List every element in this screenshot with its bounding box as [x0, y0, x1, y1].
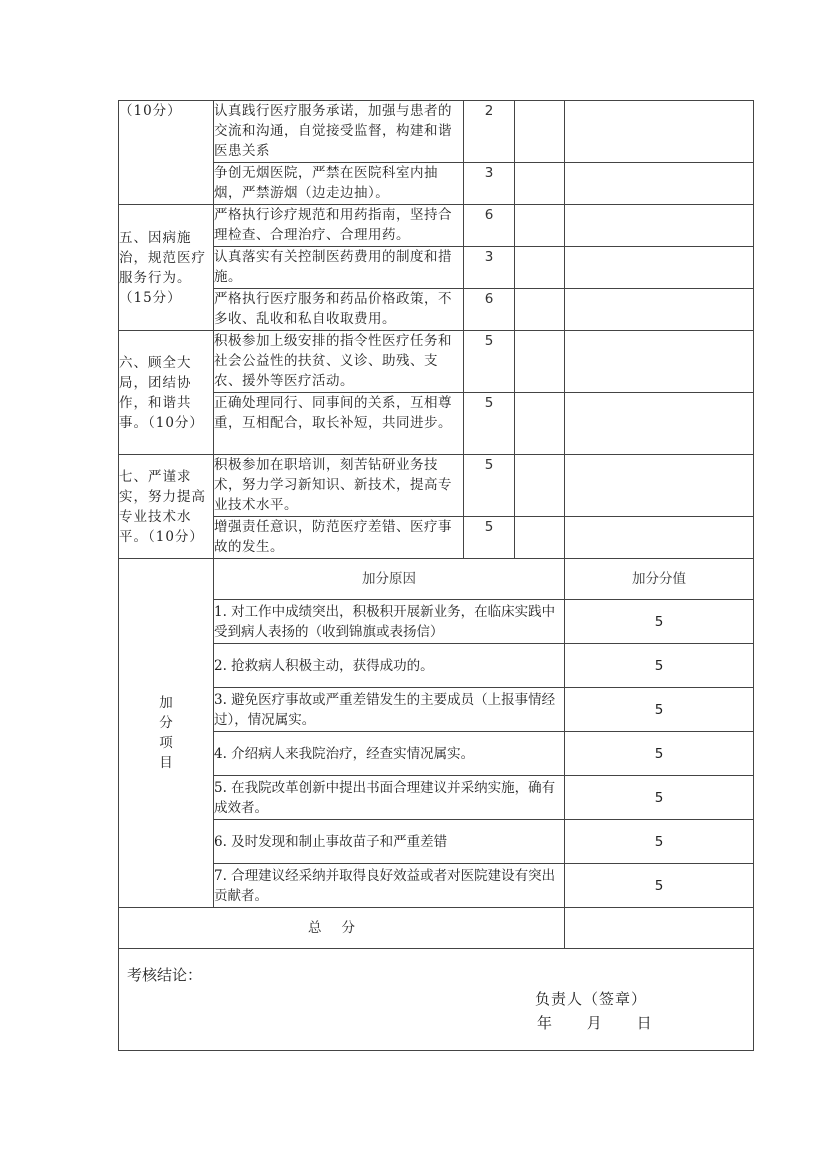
- bonus-category-char: 分: [159, 715, 173, 731]
- evaluation-table: [118, 100, 754, 1051]
- review-score-cell[interactable]: [565, 205, 754, 247]
- score-value: 5: [464, 455, 515, 517]
- review-score-cell[interactable]: [565, 517, 754, 559]
- score-value: 2: [464, 101, 515, 163]
- conclusion-row: [119, 949, 754, 1051]
- total-label: 总分: [119, 908, 565, 949]
- bonus-value: 5: [565, 864, 754, 908]
- bonus-value: 5: [565, 776, 754, 820]
- score-value: 3: [464, 247, 515, 289]
- self-score-cell[interactable]: [515, 393, 565, 455]
- criterion-text: 增强责任意识，防范医疗差错、医疗事故的发生。: [214, 517, 464, 559]
- criterion-text: 积极参加上级安排的指令性医疗任务和社会公益性的扶贫、义诊、助残、支农、援外等医疗活动。: [214, 331, 464, 393]
- conclusion-label: 考核结论：: [127, 966, 203, 984]
- criterion-text: 严格执行医疗服务和药品价格政策，不多收、乱收和私自收取费用。: [214, 289, 464, 331]
- table-row: [119, 331, 754, 393]
- bonus-category-char: 加: [159, 695, 173, 711]
- self-score-cell[interactable]: [515, 247, 565, 289]
- bonus-reason: 6. 及时发现和制止事故苗子和严重差错: [214, 820, 565, 864]
- table-row: [119, 455, 754, 517]
- table-row: [119, 644, 754, 688]
- bonus-value-header: 加分分值: [565, 559, 754, 600]
- self-score-cell[interactable]: [515, 289, 565, 331]
- table-row: [119, 864, 754, 908]
- score-value: 5: [464, 517, 515, 559]
- review-score-cell[interactable]: [565, 455, 754, 517]
- category-cell: （10分）: [119, 101, 214, 205]
- table-row: [119, 101, 754, 163]
- bonus-reason-header: 加分原因: [214, 559, 565, 600]
- total-value-cell[interactable]: [565, 908, 754, 949]
- table-row: [119, 393, 754, 455]
- criterion-text: 认真践行医疗服务承诺，加强与患者的交流和沟通，自觉接受监督，构建和谐医患关系: [214, 101, 464, 163]
- review-score-cell[interactable]: [565, 331, 754, 393]
- self-score-cell[interactable]: [515, 455, 565, 517]
- date-month-label: 月: [586, 1014, 602, 1032]
- bonus-header-row: [119, 559, 754, 600]
- review-score-cell[interactable]: [565, 101, 754, 163]
- total-row: [119, 908, 754, 949]
- self-score-cell[interactable]: [515, 163, 565, 205]
- bonus-reason: 7. 合理建议经采纳并取得良好效益或者对医院建设有突出贡献者。: [214, 864, 565, 908]
- review-score-cell[interactable]: [565, 289, 754, 331]
- review-score-cell[interactable]: [565, 247, 754, 289]
- table-row: [119, 205, 754, 247]
- score-value: 5: [464, 393, 515, 455]
- category-cell: 五、因病施治，规范医疗服务行为。（15分）: [119, 205, 214, 331]
- bonus-value: 5: [565, 820, 754, 864]
- bonus-reason: 4. 介绍病人来我院治疗，经查实情况属实。: [214, 732, 565, 776]
- conclusion-cell[interactable]: [119, 949, 754, 1051]
- signature-label: 负责人（签章）: [535, 990, 648, 1008]
- date-year-label: 年: [537, 1014, 553, 1032]
- bonus-value: 5: [565, 644, 754, 688]
- table-row: [119, 688, 754, 732]
- date-day-label: 日: [636, 1014, 652, 1032]
- self-score-cell[interactable]: [515, 331, 565, 393]
- criterion-text: 积极参加在职培训，刻苦钻研业务技术，努力学习新知识、新技术，提高专业技术水平。: [214, 455, 464, 517]
- criterion-text: 争创无烟医院，严禁在医院科室内抽烟，严禁游烟（边走边抽）。: [214, 163, 464, 205]
- bonus-value: 5: [565, 688, 754, 732]
- bonus-reason: 1. 对工作中成绩突出，积极积开展新业务，在临床实践中受到病人表扬的（收到锦旗或表扬信）: [214, 600, 565, 644]
- criterion-text: 严格执行诊疗规范和用药指南，坚持合理检查、合理治疗、合理用药。: [214, 205, 464, 247]
- bonus-category-cell: [119, 559, 214, 908]
- bonus-reason: 3. 避免医疗事故或严重差错发生的主要成员（上报事情经过），情况属实。: [214, 688, 565, 732]
- bonus-category-char: 目: [159, 755, 173, 771]
- score-value: 3: [464, 163, 515, 205]
- table-row: [119, 247, 754, 289]
- table-row: [119, 517, 754, 559]
- score-value: 6: [464, 289, 515, 331]
- table-row: [119, 776, 754, 820]
- table-row: [119, 600, 754, 644]
- bonus-value: 5: [565, 600, 754, 644]
- self-score-cell[interactable]: [515, 205, 565, 247]
- bonus-reason: 5. 在我院改革创新中提出书面合理建议并采纳实施，确有成效者。: [214, 776, 565, 820]
- bonus-value: 5: [565, 732, 754, 776]
- self-score-cell[interactable]: [515, 101, 565, 163]
- review-score-cell[interactable]: [565, 393, 754, 455]
- bonus-reason: 2. 抢救病人积极主动，获得成功的。: [214, 644, 565, 688]
- criterion-text: 正确处理同行、同事间的关系，互相尊重，互相配合，取长补短，共同进步。: [214, 393, 464, 455]
- table-row: [119, 820, 754, 864]
- bonus-category-char: 项: [159, 735, 173, 751]
- category-cell: 六、顾全大局，团结协作，和谐共事。（10分）: [119, 331, 214, 455]
- date-line: [537, 1013, 682, 1033]
- table-row: [119, 732, 754, 776]
- table-row: [119, 289, 754, 331]
- score-value: 5: [464, 331, 515, 393]
- review-score-cell[interactable]: [565, 163, 754, 205]
- category-cell: 七、严谨求实，努力提高专业技术水平。（10分）: [119, 455, 214, 559]
- table-row: [119, 163, 754, 205]
- criterion-text: 认真落实有关控制医药费用的制度和措施。: [214, 247, 464, 289]
- score-value: 6: [464, 205, 515, 247]
- self-score-cell[interactable]: [515, 517, 565, 559]
